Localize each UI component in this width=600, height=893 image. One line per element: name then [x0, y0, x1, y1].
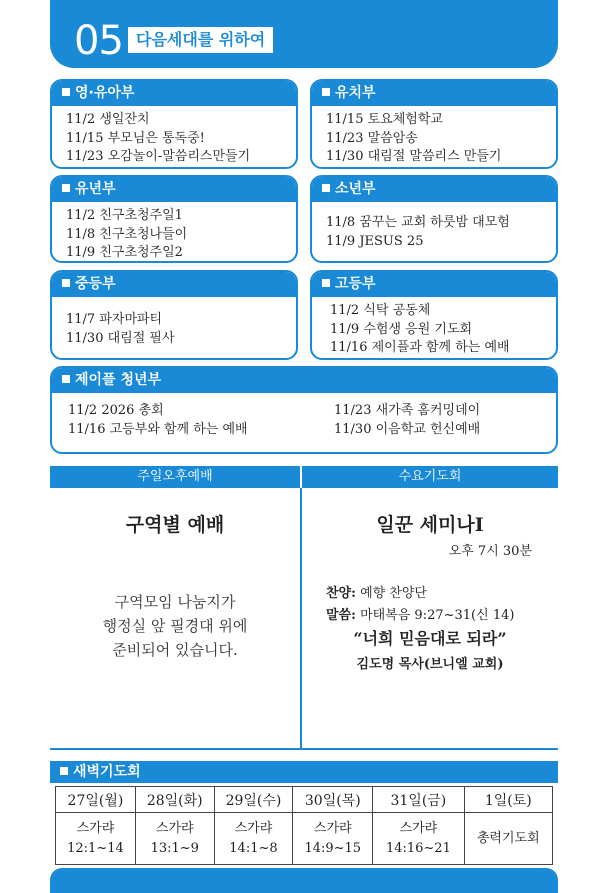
dept-item: 11/23 오감놀이-말씀리스만들기: [66, 149, 251, 164]
dept-item: 11/2 친구초청주일1: [66, 208, 183, 223]
dept-item: 11/8 꿈꾸는 교회 하룻밤 대모험: [326, 215, 510, 230]
dept-item: 11/23 말씀암송: [326, 130, 418, 146]
dept-box-high-school: [310, 270, 558, 360]
dawn-title: 새벽기도회: [73, 764, 141, 780]
square-bullet-icon: [62, 279, 70, 287]
section-number: 05: [74, 18, 123, 64]
word-value: 마태복음 9:27~31(신 14): [360, 608, 515, 623]
dept-title: 유년부: [75, 181, 116, 197]
scripture-book: 스가랴: [234, 820, 273, 836]
wednesday-title: 일꾼 세미나Ⅰ: [376, 514, 484, 536]
dept-box-upper-elementary: [310, 175, 558, 263]
day-header: 31일(금): [373, 787, 464, 813]
dawn-header: [50, 761, 558, 783]
dept-item: 11/2 2026 총회: [68, 403, 164, 418]
day-header: 30일(목): [293, 787, 373, 813]
scripture-ref: 14:16~21: [385, 840, 451, 856]
dept-title: 중등부: [75, 276, 116, 292]
dept-item: 11/15 토요체험학교: [326, 112, 443, 127]
praise-value: 예향 찬양단: [360, 586, 427, 601]
dept-item: 11/23 새가족 홈커밍데이: [334, 403, 481, 418]
word-line: [326, 604, 514, 623]
day-header: 28일(화): [135, 787, 214, 813]
day-cell: [214, 813, 293, 865]
dept-item: 11/8 친구초청나들이: [66, 226, 188, 242]
dept-box-kindergarten: [310, 79, 558, 169]
praise-label: 찬양:: [326, 586, 356, 601]
dept-title: 영·유아부: [75, 85, 135, 101]
sunday-note-line: 행정실 앞 필경대 위에: [102, 617, 248, 635]
scripture-ref: 14:1~8: [229, 840, 278, 856]
section-bottom-rule: [50, 748, 558, 750]
dept-item: 11/16 제이플과 함께 하는 예배: [330, 340, 510, 355]
dept-box-young-adults: [50, 366, 558, 454]
scripture-ref: 12:1~14: [67, 840, 124, 856]
scripture-ref: 13:1~9: [150, 840, 199, 856]
square-bullet-icon: [60, 767, 68, 775]
day-cell: [135, 813, 214, 865]
day-header: 27일(월): [56, 787, 136, 813]
dept-title: 고등부: [335, 276, 376, 292]
scripture-book: 스가랴: [155, 820, 194, 836]
scripture-ref: 14:9~15: [304, 840, 362, 856]
scripture-book: 스가랴: [313, 820, 352, 836]
square-bullet-icon: [322, 279, 330, 287]
day-header: 1일(토): [464, 787, 552, 813]
square-bullet-icon: [62, 375, 70, 383]
dept-title: 소년부: [335, 181, 376, 197]
word-label: 말씀:: [326, 608, 356, 623]
dept-item: 11/30 대림절 필사: [66, 330, 175, 346]
section-title: 다음세대를 위하여: [128, 27, 273, 53]
wednesday-time: 오후 7시 30분: [448, 544, 532, 559]
day-cell: [373, 813, 464, 865]
square-bullet-icon: [62, 88, 70, 96]
dept-box-middle-school: [50, 270, 298, 360]
dept-item: 11/30 대림절 말씀리스 만들기: [326, 149, 502, 164]
dept-item: 11/30 이음학교 헌신예배: [334, 422, 481, 437]
wednesday-header: 수요기도회: [302, 466, 558, 488]
footer-bar: [50, 868, 558, 893]
sunday-note-line: 준비되어 있습니다.: [112, 641, 238, 659]
dept-item: 11/2 식탁 공동체: [330, 303, 431, 318]
dept-box-infant: [50, 79, 298, 169]
dept-item: 11/15 부모님은 통독중!: [66, 130, 205, 146]
preacher: 김도명 목사(브니엘 교회): [356, 657, 504, 672]
dept-item: 11/7 파자마파티: [66, 312, 163, 327]
scripture-book: 스가랴: [76, 820, 115, 836]
day-header: 29일(수): [214, 787, 293, 813]
header-bar: [50, 0, 558, 68]
sermon-title: “너희 믿음대로 되라”: [353, 629, 507, 648]
square-bullet-icon: [322, 184, 330, 192]
special-prayer: 총력기도회: [476, 830, 540, 846]
dept-box-lower-elementary: [50, 175, 298, 263]
square-bullet-icon: [322, 88, 330, 96]
day-cell: [464, 813, 552, 865]
day-cell: [293, 813, 373, 865]
dept-item: 11/2 생일잔치: [66, 112, 150, 127]
dept-item: 11/9 수험생 응원 기도회: [330, 321, 473, 337]
dept-item: 11/9 친구초청주일2: [66, 245, 183, 260]
scripture-book: 스가랴: [399, 820, 438, 836]
dept-item: 11/9 JESUS 25: [326, 233, 424, 249]
praise-line: [326, 582, 427, 601]
square-bullet-icon: [62, 184, 70, 192]
dept-item: 11/16 고등부와 함께 하는 예배: [68, 422, 248, 437]
sunday-title: 구역별 예배: [125, 514, 225, 536]
day-cell: [56, 813, 136, 865]
dept-title: 유치부: [335, 85, 376, 101]
worship-section: [50, 466, 558, 750]
sunday-note-line: 구역모임 나눔지가: [114, 593, 236, 611]
sunday-header: 주일오후예배: [50, 466, 300, 488]
dawn-schedule-table: [55, 786, 553, 865]
dept-title: 제이플 청년부: [75, 372, 162, 388]
